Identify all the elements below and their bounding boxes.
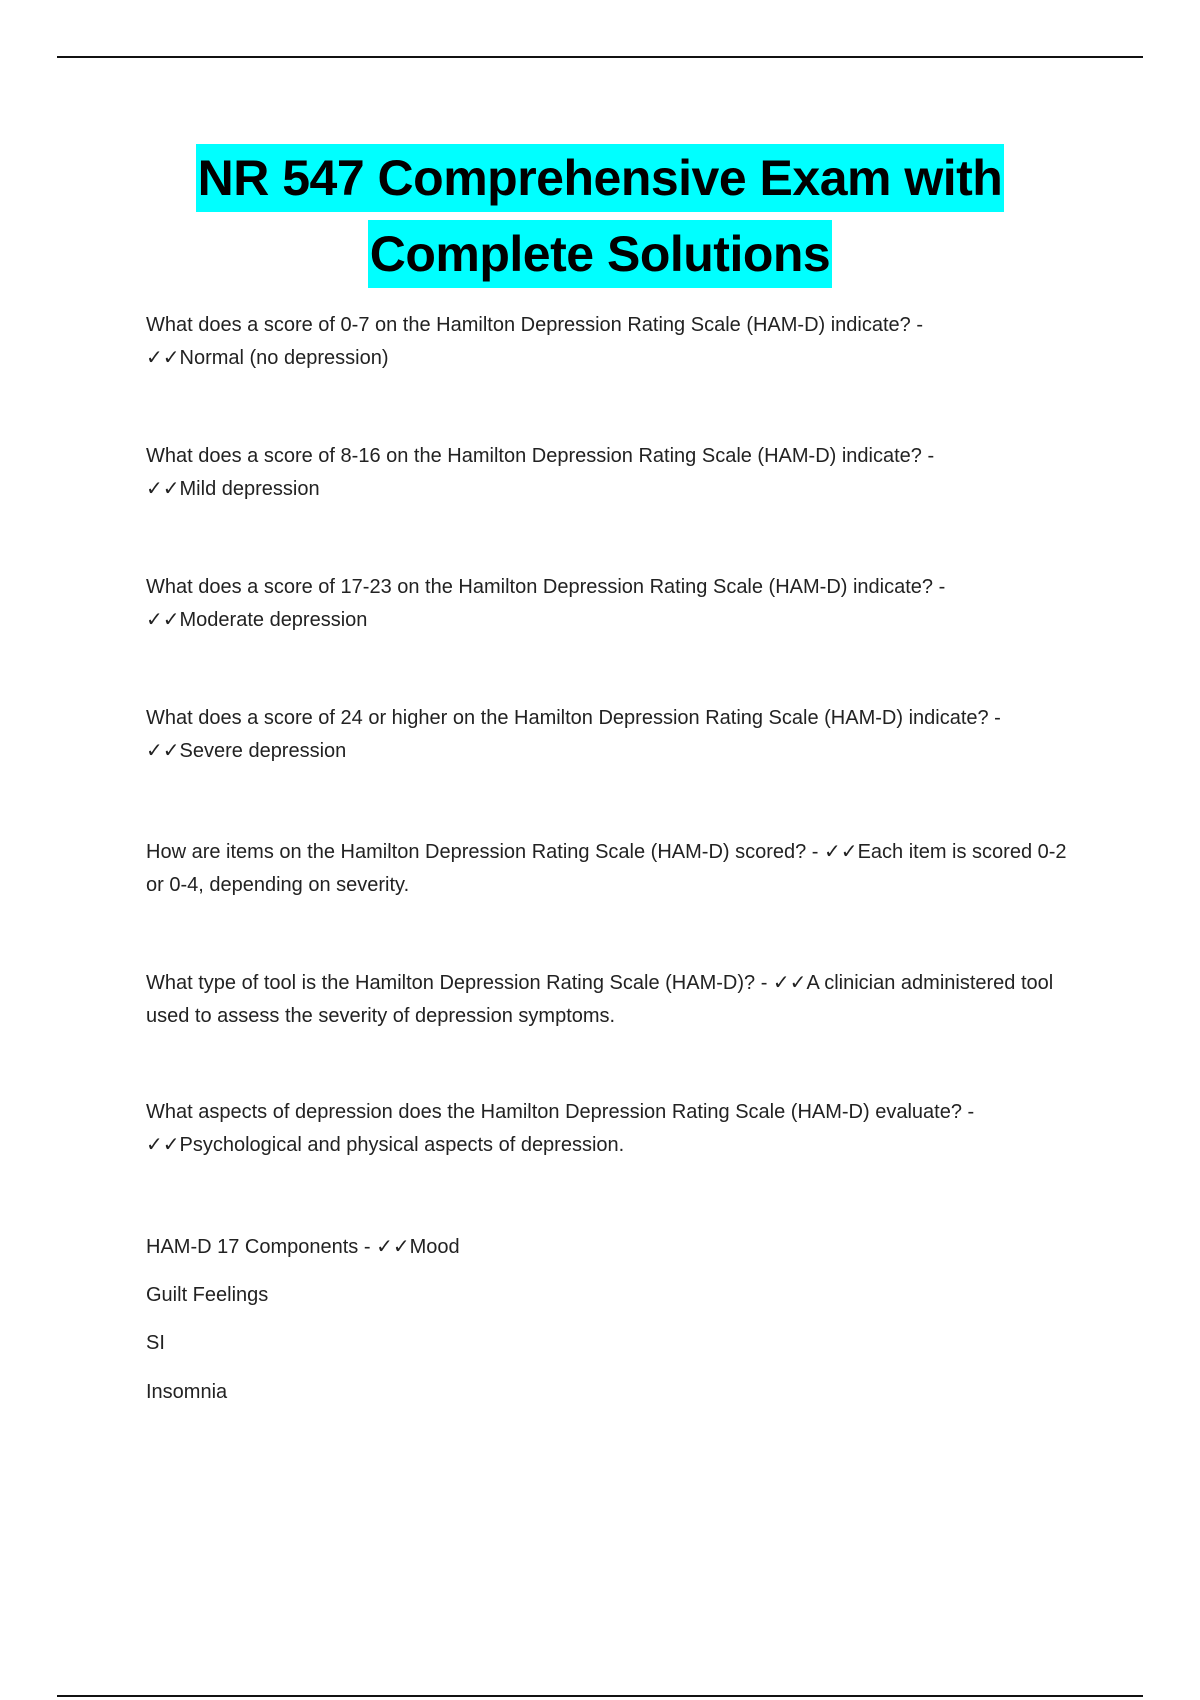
title-line-1: NR 547 Comprehensive Exam with <box>196 144 1005 212</box>
question-text: What does a score of 24 or higher on the Hamilton Depression Rating Scale (HAM-D) indicate? - <box>146 707 1001 729</box>
check-icon: ✓✓ <box>146 1134 180 1156</box>
answer-text: A clinician administered tool used to assess the severity of depression symptoms. <box>146 972 1054 1027</box>
qa-item <box>146 702 1146 768</box>
footer-rule <box>57 1695 1143 1697</box>
component-item: Mood <box>409 1236 460 1258</box>
question-text: What does a score of 8-16 on the Hamilton Depression Rating Scale (HAM-D) indicate? - <box>146 445 935 467</box>
title-line-2: Complete Solutions <box>368 220 832 288</box>
qa-item <box>146 836 1076 902</box>
qa-item <box>146 1096 1096 1162</box>
answer-text: Mild depression <box>179 478 320 500</box>
components-heading: HAM-D 17 Components - <box>146 1236 371 1258</box>
answer-line <box>146 473 1096 506</box>
check-icon: ✓✓ <box>146 609 180 631</box>
answer-text: Each item is scored 0-2 or 0-4, depending on severity. <box>146 841 1067 896</box>
answer-line <box>146 1129 1096 1162</box>
component-item: Insomnia <box>146 1381 228 1403</box>
answer-text: Psychological and physical aspects of depression. <box>179 1134 625 1156</box>
header-rule <box>57 56 1143 58</box>
question-text: What type of tool is the Hamilton Depression Rating Scale (HAM-D)? - <box>146 972 768 994</box>
document-title <box>0 144 1200 288</box>
check-icon: ✓✓ <box>146 478 180 500</box>
check-icon: ✓✓ <box>146 347 180 369</box>
qa-item <box>146 967 1076 1033</box>
question-text: What aspects of depression does the Hamilton Depression Rating Scale (HAM-D) evaluate? - <box>146 1101 975 1123</box>
question-text: What does a score of 0-7 on the Hamilton Depression Rating Scale (HAM-D) indicate? - <box>146 314 924 336</box>
check-icon: ✓✓ <box>824 841 858 863</box>
check-icon: ✓✓ <box>146 740 180 762</box>
check-icon: ✓✓ <box>376 1236 410 1258</box>
qa-paragraph <box>146 967 1076 1033</box>
answer-text: Normal (no depression) <box>179 347 389 369</box>
question-text: How are items on the Hamilton Depression Rating Scale (HAM-D) scored? - <box>146 841 819 863</box>
qa-item <box>146 571 1096 637</box>
qa-item <box>146 309 1096 375</box>
qa-paragraph <box>146 836 1076 902</box>
check-icon: ✓✓ <box>772 972 807 994</box>
answer-line <box>146 342 1096 375</box>
question-text: What does a score of 17-23 on the Hamilton Depression Rating Scale (HAM-D) indicate? - <box>146 576 946 598</box>
answer-line <box>146 604 1096 637</box>
component-item: SI <box>146 1332 165 1354</box>
answer-line <box>146 735 1146 768</box>
answer-text: Severe depression <box>179 740 347 762</box>
qa-item <box>146 440 1096 506</box>
answer-text: Moderate depression <box>179 609 368 631</box>
components-heading-line <box>146 1232 460 1262</box>
component-item: Guilt Feelings <box>146 1284 269 1306</box>
